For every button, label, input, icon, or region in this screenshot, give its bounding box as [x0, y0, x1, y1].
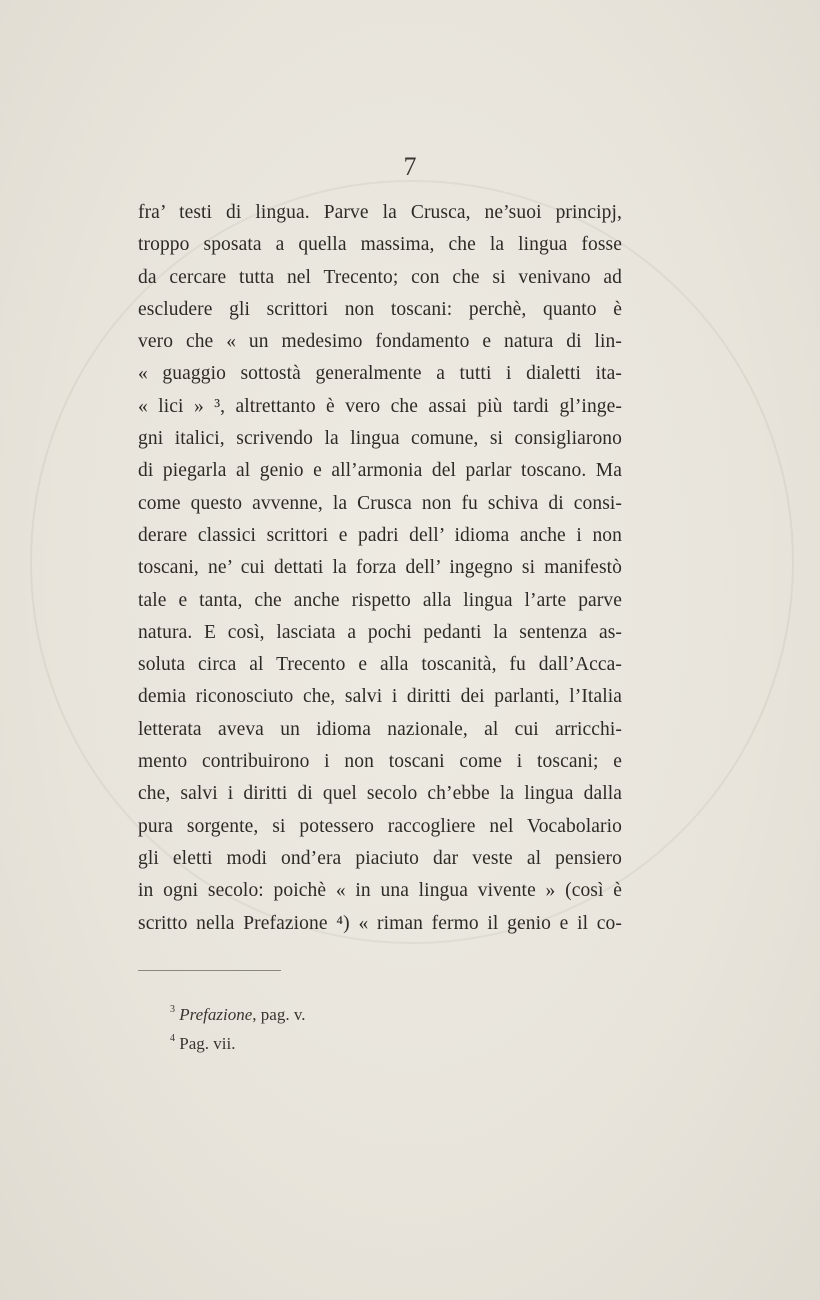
text-line: « lici » ³, altrettanto è vero che assai più tardi gl’inge-: [138, 395, 622, 417]
text-line: gli eletti modi ond’era piaciuto dar veste al pensiero: [138, 847, 622, 869]
text-line: soluta circa al Trecento e alla toscanità, fu dall’Acca-: [138, 654, 622, 676]
text-line: di piegarla al genio e all’armonia del parlar toscano. Ma: [138, 460, 622, 482]
text-line: escludere gli scrittori non toscani: perchè, quanto è: [138, 298, 622, 320]
text-line: vero che « un medesimo fondamento e natura di lin-: [138, 331, 622, 353]
text-line: come questo avvenne, la Crusca non fu schiva di consi-: [138, 492, 622, 514]
text-line: derare classici scrittori e padri dell’ idioma anche i non: [138, 524, 622, 546]
text-line: natura. E così, lasciata a pochi pedanti la sentenza as-: [138, 621, 622, 643]
text-line: « guaggio sottostà generalmente a tutti i dialetti ita-: [138, 363, 622, 385]
text-line: gni italici, scrivendo la lingua comune, si consigliarono: [138, 428, 622, 450]
text-line: fra’ testi di lingua. Parve la Crusca, ne’suoi principj,: [138, 202, 622, 223]
text-line: letterata aveva un idioma nazionale, al cui arricchi-: [138, 718, 622, 740]
text-line: da cercare tutta nel Trecento; con che si venivano ad: [138, 266, 622, 288]
footnote-title: Prefazione: [179, 1005, 253, 1024]
text-line: pura sorgente, si potessero raccogliere nel Vocabolario: [138, 815, 622, 837]
text-line: scritto nella Prefazione ⁴) « riman fermo il genio e il co-: [138, 912, 622, 934]
text-line: toscani, ne’ cui dettati la forza dell’ ingegno si manifestò: [138, 557, 622, 579]
footnote-text: Pag. vii.: [179, 1034, 236, 1053]
page-number: 7: [403, 152, 417, 181]
footnote: [170, 1027, 305, 1056]
footnote-text: , pag. v.: [252, 1005, 306, 1024]
text-line: in ogni secolo: poichè « in una lingua vivente » (così è: [138, 880, 622, 902]
footnote-separator: [138, 970, 281, 971]
footnote: [170, 998, 305, 1027]
text-line: tale e tanta, che anche rispetto alla lingua l’arte parve: [138, 589, 622, 611]
text-line: che, salvi i diritti di quel secolo ch’ebbe la lingua dalla: [138, 783, 622, 805]
text-line: demia riconosciuto che, salvi i diritti dei parlanti, l’Italia: [138, 686, 622, 708]
text-line: troppo sposata a quella massima, che la lingua fosse: [138, 234, 622, 256]
text-line: mento contribuirono i non toscani come i toscani; e: [138, 751, 622, 773]
footnote-mark: 3: [170, 1004, 175, 1015]
footnotes: [170, 998, 305, 1056]
main-text: [138, 197, 622, 940]
footnote-mark: 4: [170, 1033, 175, 1044]
